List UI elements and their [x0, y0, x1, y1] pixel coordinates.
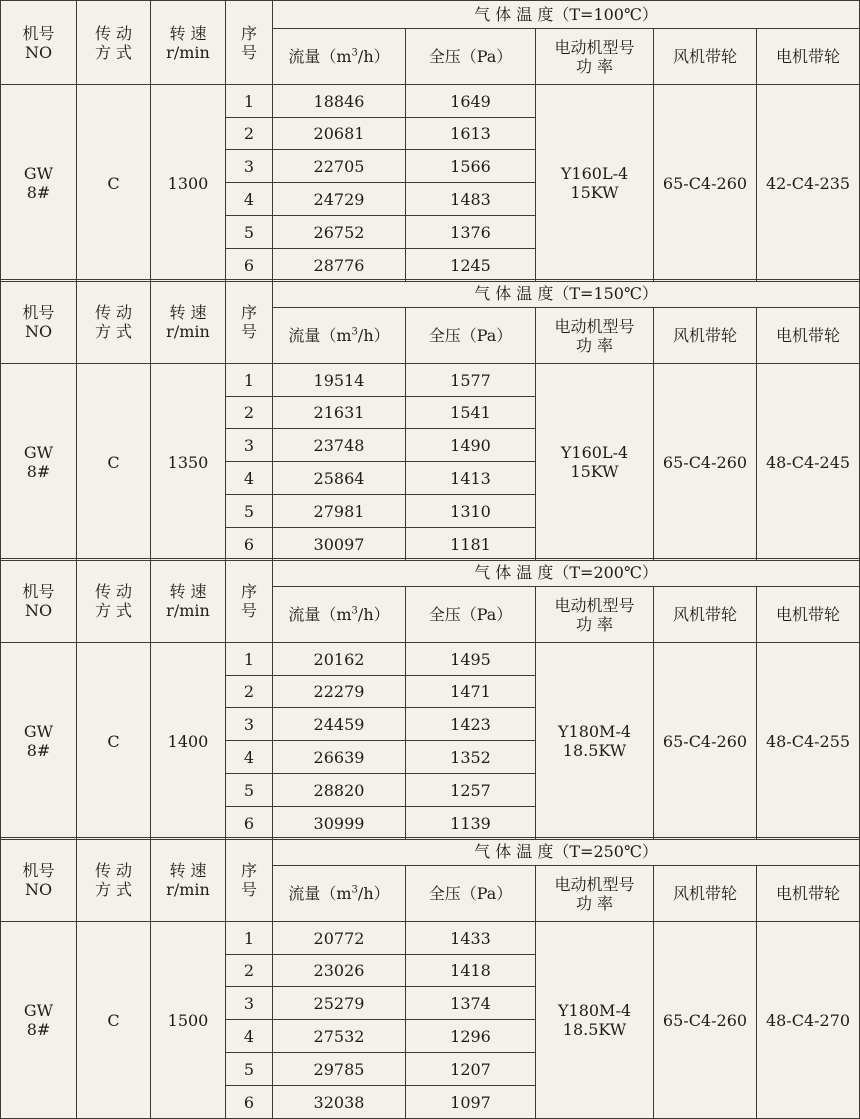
- motor-model-line: 18.5KW: [562, 1020, 627, 1039]
- pressure-cell: 1245: [406, 249, 536, 282]
- performance-block: [0, 279, 860, 561]
- flow-cell: 22705: [273, 150, 406, 183]
- seq-cell: 5: [226, 216, 273, 249]
- flow-cell: 23748: [273, 429, 406, 462]
- fan-pulley-cell: 65-C4-260: [654, 922, 757, 1119]
- flow-cell: 28820: [273, 774, 406, 807]
- flow-header: 流量$(m^3/h)$: [273, 866, 406, 922]
- motor-pulley-header: 电机带轮: [757, 587, 860, 643]
- seq-cell: 4: [226, 741, 273, 774]
- flow-cell: 24729: [273, 183, 406, 216]
- pressure-cell: 1495: [406, 643, 536, 676]
- speed-cell: 1350: [151, 364, 226, 561]
- flow-cell: 19514: [273, 364, 406, 397]
- drive-type-cell: C: [77, 364, 151, 561]
- motor-model-cell: [536, 922, 654, 1119]
- pressure-cell: 1649: [406, 85, 536, 118]
- flow-cell: 28776: [273, 249, 406, 282]
- drive-type-cell: C: [77, 643, 151, 840]
- seq-cell: 1: [226, 922, 273, 955]
- flow-cell: 18846: [273, 85, 406, 118]
- pressure-cell: 1577: [406, 364, 536, 397]
- seq-cell: 3: [226, 987, 273, 1020]
- fan-pulley-header: 风机带轮: [654, 866, 757, 922]
- pressure-cell: 1207: [406, 1053, 536, 1086]
- flow-cell: 21631: [273, 397, 406, 429]
- motor-pulley-cell: 48-C4-245: [757, 364, 860, 561]
- flow-header: 流量$(m^3/h)$: [273, 308, 406, 364]
- seq-cell: 3: [226, 708, 273, 741]
- speed-header: 转 速 r/min: [151, 838, 226, 922]
- pressure-cell: 1613: [406, 118, 536, 150]
- fan-pulley-header: 风机带轮: [654, 308, 757, 364]
- gas-temperature-header: 气 体 温 度（T=100℃）: [273, 1, 860, 29]
- seq-cell: 4: [226, 462, 273, 495]
- motor-pulley-cell: 48-C4-255: [757, 643, 860, 840]
- motor-model-line: Y180M-4: [557, 722, 632, 741]
- speed-header: 转 速 r/min: [151, 559, 226, 643]
- drive-type-header: 传 动 方 式: [77, 1, 151, 85]
- motor-pulley-cell: 42-C4-235: [757, 85, 860, 282]
- seq-cell: 2: [226, 118, 273, 150]
- seq-cell: 2: [226, 676, 273, 708]
- motor-header: 电动机型号 功 率: [536, 29, 654, 85]
- motor-model-line: 15KW: [570, 183, 619, 202]
- performance-block: [0, 837, 860, 1119]
- seq-header: 序 号: [226, 280, 273, 364]
- seq-cell: 2: [226, 397, 273, 429]
- flow-cell: 27981: [273, 495, 406, 528]
- flow-header: 流量$(m^3/h)$: [273, 29, 406, 85]
- seq-header: 序 号: [226, 1, 273, 85]
- machine-no-header: 机号 NO: [1, 1, 77, 85]
- machine-no-line: 8#: [26, 183, 51, 202]
- speed-cell: 1300: [151, 85, 226, 282]
- seq-cell: 6: [226, 807, 273, 840]
- seq-cell: 1: [226, 643, 273, 676]
- table-row: [1, 643, 860, 676]
- table-row: [1, 922, 860, 955]
- flow-cell: 20772: [273, 922, 406, 955]
- pressure-cell: 1541: [406, 397, 536, 429]
- pressure-cell: 1566: [406, 150, 536, 183]
- motor-pulley-header: 电机带轮: [757, 308, 860, 364]
- seq-cell: 5: [226, 1053, 273, 1086]
- machine-no-line: 8#: [26, 462, 51, 481]
- fan-pulley-cell: 65-C4-260: [654, 364, 757, 561]
- motor-pulley-cell: 48-C4-270: [757, 922, 860, 1119]
- seq-cell: 3: [226, 150, 273, 183]
- machine-no-header: 机号 NO: [1, 280, 77, 364]
- seq-cell: 6: [226, 528, 273, 561]
- pressure-cell: 1257: [406, 774, 536, 807]
- flow-cell: 26752: [273, 216, 406, 249]
- seq-cell: 4: [226, 1020, 273, 1053]
- gas-temperature-header: 气 体 温 度（T=250℃）: [273, 838, 860, 866]
- pressure-cell: 1423: [406, 708, 536, 741]
- fan-pulley-cell: 65-C4-260: [654, 643, 757, 840]
- pressure-cell: 1490: [406, 429, 536, 462]
- speed-cell: 1400: [151, 643, 226, 840]
- pressure-cell: 1471: [406, 676, 536, 708]
- fan-pulley-header: 风机带轮: [654, 587, 757, 643]
- flow-cell: 24459: [273, 708, 406, 741]
- gas-temperature-header: 气 体 温 度（T=150℃）: [273, 280, 860, 308]
- flow-cell: 30097: [273, 528, 406, 561]
- motor-header: 电动机型号 功 率: [536, 587, 654, 643]
- drive-type-cell: C: [77, 922, 151, 1119]
- fan-pulley-cell: 65-C4-260: [654, 85, 757, 282]
- speed-header: 转 速 r/min: [151, 280, 226, 364]
- motor-model-line: 18.5KW: [562, 741, 627, 760]
- pressure-cell: 1296: [406, 1020, 536, 1053]
- pressure-header: 全压（Pa）: [406, 29, 536, 85]
- table-row: [1, 85, 860, 118]
- performance-block: [0, 0, 860, 282]
- motor-model-line: Y180M-4: [557, 1001, 632, 1020]
- speed-header: 转 速 r/min: [151, 1, 226, 85]
- performance-block: [0, 558, 860, 840]
- drive-type-header: 传 动 方 式: [77, 838, 151, 922]
- flow-cell: 26639: [273, 741, 406, 774]
- drive-type-header: 传 动 方 式: [77, 280, 151, 364]
- speed-cell: 1500: [151, 922, 226, 1119]
- pressure-cell: 1097: [406, 1086, 536, 1119]
- pressure-cell: 1433: [406, 922, 536, 955]
- seq-cell: 5: [226, 774, 273, 807]
- pressure-cell: 1483: [406, 183, 536, 216]
- pressure-cell: 1376: [406, 216, 536, 249]
- machine-no-cell: [1, 85, 77, 282]
- flow-cell: 22279: [273, 676, 406, 708]
- seq-cell: 1: [226, 85, 273, 118]
- pressure-header: 全压（Pa）: [406, 587, 536, 643]
- motor-pulley-header: 电机带轮: [757, 29, 860, 85]
- machine-no-header: 机号 NO: [1, 559, 77, 643]
- seq-cell: 6: [226, 249, 273, 282]
- motor-model-line: Y160L-4: [560, 164, 629, 183]
- motor-model-cell: [536, 85, 654, 282]
- flow-cell: 20162: [273, 643, 406, 676]
- machine-no-cell: [1, 922, 77, 1119]
- flow-cell: 30999: [273, 807, 406, 840]
- seq-cell: 4: [226, 183, 273, 216]
- machine-no-line: GW: [23, 722, 54, 741]
- seq-cell: 5: [226, 495, 273, 528]
- machine-no-line: GW: [23, 164, 54, 183]
- flow-cell: 27532: [273, 1020, 406, 1053]
- machine-no-line: GW: [23, 1001, 54, 1020]
- motor-model-cell: [536, 364, 654, 561]
- drive-type-cell: C: [77, 85, 151, 282]
- drive-type-header: 传 动 方 式: [77, 559, 151, 643]
- pressure-header: 全压（Pa）: [406, 866, 536, 922]
- machine-no-line: 8#: [26, 1020, 51, 1039]
- machine-no-cell: [1, 643, 77, 840]
- gas-temperature-header: 气 体 温 度（T=200℃）: [273, 559, 860, 587]
- motor-model-cell: [536, 643, 654, 840]
- flow-cell: 25279: [273, 987, 406, 1020]
- seq-header: 序 号: [226, 838, 273, 922]
- pressure-header: 全压（Pa）: [406, 308, 536, 364]
- machine-no-header: 机号 NO: [1, 838, 77, 922]
- flow-cell: 29785: [273, 1053, 406, 1086]
- machine-no-line: GW: [23, 443, 54, 462]
- seq-cell: 2: [226, 955, 273, 987]
- flow-cell: 20681: [273, 118, 406, 150]
- pressure-cell: 1181: [406, 528, 536, 561]
- motor-pulley-header: 电机带轮: [757, 866, 860, 922]
- machine-no-cell: [1, 364, 77, 561]
- pressure-cell: 1310: [406, 495, 536, 528]
- fan-pulley-header: 风机带轮: [654, 29, 757, 85]
- seq-header: 序 号: [226, 559, 273, 643]
- motor-header: 电动机型号 功 率: [536, 308, 654, 364]
- seq-cell: 6: [226, 1086, 273, 1119]
- pressure-cell: 1139: [406, 807, 536, 840]
- machine-no-line: 8#: [26, 741, 51, 760]
- pressure-cell: 1413: [406, 462, 536, 495]
- flow-header: 流量$(m^3/h)$: [273, 587, 406, 643]
- pressure-cell: 1352: [406, 741, 536, 774]
- motor-model-line: 15KW: [570, 462, 619, 481]
- table-row: [1, 364, 860, 397]
- seq-cell: 1: [226, 364, 273, 397]
- pressure-cell: 1374: [406, 987, 536, 1020]
- motor-model-line: Y160L-4: [560, 443, 629, 462]
- flow-cell: 32038: [273, 1086, 406, 1119]
- seq-cell: 3: [226, 429, 273, 462]
- pressure-cell: 1418: [406, 955, 536, 987]
- flow-cell: 25864: [273, 462, 406, 495]
- flow-cell: 23026: [273, 955, 406, 987]
- motor-header: 电动机型号 功 率: [536, 866, 654, 922]
